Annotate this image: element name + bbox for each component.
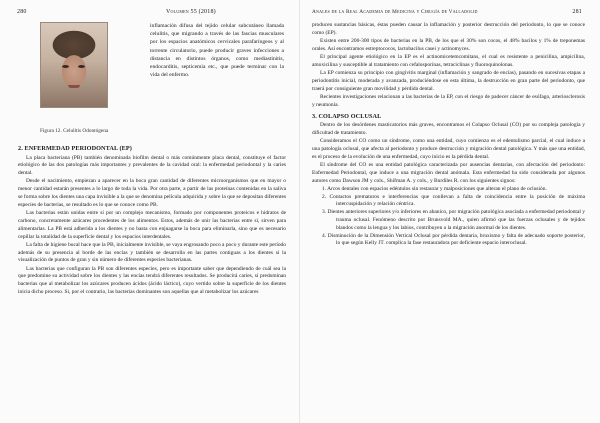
left-paragraph: La placa bacteriana (PB) también denominada biofilm dental o más comúnmente placa dental, constituye el factor etiológico de las dos patologías más importantes y prevalentes de la cavidad oral: la enfermedad periodontal y la caries dental. [18, 154, 286, 177]
left-paragraph: Las bacterias están unidas entre sí por un complejo mecanismo, formado por componentes proteicos e hidratos de carbono, concretamente azúcares procedentes de los alimentos. Estos, además de unir las bacterias entre sí, sirven para alimentarlas. La PB está adherida a los dientes y no basta con enjuagarse la boca para eliminarla, sino que es necesario cepillar la totalidad de la superficie dental y los espacios interdentales. [18, 210, 286, 240]
section-title-colapso: 3. COLAPSO OCLUSAL [312, 112, 382, 120]
figure-photo [40, 22, 108, 108]
right-page [300, 0, 600, 423]
list-item: 2. Contactos prematuros e interferencias que conllevan a falta de coincidencia entre la posición de máxima intercuspidación y relación céntrica. [322, 193, 585, 208]
right-body [312, 22, 585, 248]
left-paragraph: La falta de higiene bucal hace que la PB, inicialmente invisible, se vaya engrosando poco a poco y durante este período además de su presencia al borde de las encías y también se desarrolla en las partes contiguas a los dientes si la visualización de puntos de gran y sin número de diferentes especies bacterianas. [18, 241, 286, 264]
right-paragraph: Existen entre 200-300 tipos de bacterias en la PB, de los que el 30% son cocos, el 48% bacilos y 1% de treponemas orales. Así encontramos estreptococos, lactobacilus casei y actinomyces. [312, 38, 585, 52]
right-running-head: Anales de la Real Academia de Medicina y Cirugía de Valladolid [312, 9, 478, 15]
figure-side-text [150, 22, 284, 79]
right-paragraph: El principal agente etiológico en la EP es el actinomicetemcomitans, el cual es resistente a penicilina, ampicilina, amoxicilina y susceptible al tratamiento con cefalosporinas, tetraciclinas y fluoroquinolonas. [312, 54, 585, 68]
left-paragraph: Desde el nacimiento, empiezan a aparecer en la boca gran cantidad de diferentes microorganismos que en mayor o menor cantidad estarán presentes a lo largo de toda la vida. Por otra parte, a partir de las proteínas contenidas en la saliva se forma sobre los dientes una capa invisible a la que se denomina película adquirida y sobre la que se depositan diferentes especies de bacterias, se resultado es lo que se conoce como PB. [18, 178, 286, 208]
right-paragraph: producen sustancias básicas, éstas pueden causar la inflamación y posterior destrucción del periodonto, lo que se conoce como (EP). [312, 22, 585, 36]
photo-eye-left [62, 65, 69, 68]
list-item: 1. Arcos dentales con espacios edéntulos sin restaurar y malposiciones que alteran el plano de oclusión. [322, 185, 547, 192]
side-paragraph: inflamación difusa del tejido celular subcutáneo llamada celulitis, que migrando a través de las fascias musculares por los espacios anatómicos cervicales parafaríngeos y al torrente circulatorio, puede producir graves infecciones a distancia en distintos órganos, como mediastinitis, endocarditis, septicemia etc., que puede terminar con la vida del enfermo. [150, 23, 284, 79]
left-paragraph: Las bacterias que configuran la PB son diferentes especies, pero es importante saber que dependiendo de cuál sea la que predomine su actividad sobre los dientes y las encías tendrá diferentes resultados. Se producirá caries, si predominan bacterias que al metabolizar los azúcares producen ácidos (ácido láctico), cuyo vertido sobre la superficie de los dientes inicia dicho proceso. Si, por el contrario, las bacterias dominantes son aquellas que al metabolizar los azúcares [18, 265, 286, 295]
photo-eye-right [78, 65, 85, 68]
photo-mouth [68, 85, 80, 88]
right-paragraph: La EP comienza su principio con gingivitis marginal (inflamación y sangrado de encías), pasando en sucesivas etapas a periodontitis inicial, moderada y avanzada, produciéndose en esta última, la destrucción en gran parte del periodonto, que traerá por consiguiente gran movilidad y pérdida dental. [312, 70, 585, 92]
figure-caption: Figura 12. Celulitis Odontógena [40, 128, 109, 134]
right-paragraph: Dentro de los desórdenes masticatorios más graves, encontramos el Colapso Oclusal (CO) por su compleja patología y dificultad de tratamiento. [312, 122, 585, 136]
section-title-periodontal: 2. ENFERMEDAD PERIODONTAL (EP) [18, 145, 132, 152]
left-page-number: 280 [17, 9, 27, 15]
signs-list [312, 186, 585, 249]
list-item: 3. Dientes anteriores superiores y/o inferiores en abanico, por migración patológica asociada a enfermedad periodontal y trauma oclusal. Fenómeno descrito por Brunsvold MA., quien afirmó que las fuerzas oclusales y de tejidos blandos como la lengua y los labios, contribuyen a la migración anormal de los dientes. [322, 209, 585, 231]
right-paragraph: Consideramos el CO como un síndrome, como una entidad, cuyo comienzo es el edentulismo parcial, el cual induce a una patología oclusal, que afecta al periodonto y produce destrucción y migración dental patológica. Y más que una entidad, es el proceso de la evolución de una enfermedad, cuyo inicio es la pérdida dental. [312, 138, 585, 160]
right-paragraph: Recientes investigaciones relacionan a las bacterias de la EP, con el riesgo de padecer cáncer de esófago, arteriosclerosis y neumonía. [312, 93, 585, 108]
left-body [18, 145, 286, 297]
left-running-head: Volumen 55 (2018) [166, 9, 216, 15]
right-page-number: 281 [572, 9, 582, 15]
right-paragraph: El síndrome del CO es una entidad patológica caracterizada por ausencias dentarias, con afectación del periodonto: Enfermedad Periodontal, que induce a una migración dental anómala. Esta enfermedad ha sido considerada por algunos autores como Dawson JM y cols., Shifman A. y cols., y Burdiles R. con los siguientes signos: [312, 161, 585, 184]
list-item: 4. Disminución de la Dimensión Vertical Oclusal por pérdida dentaria, bruxismo y falta de adecuado soporte posterior, lo que según Kelly JT. complica la fase restauradora por deficiente espacio interoclusal. [322, 232, 585, 247]
